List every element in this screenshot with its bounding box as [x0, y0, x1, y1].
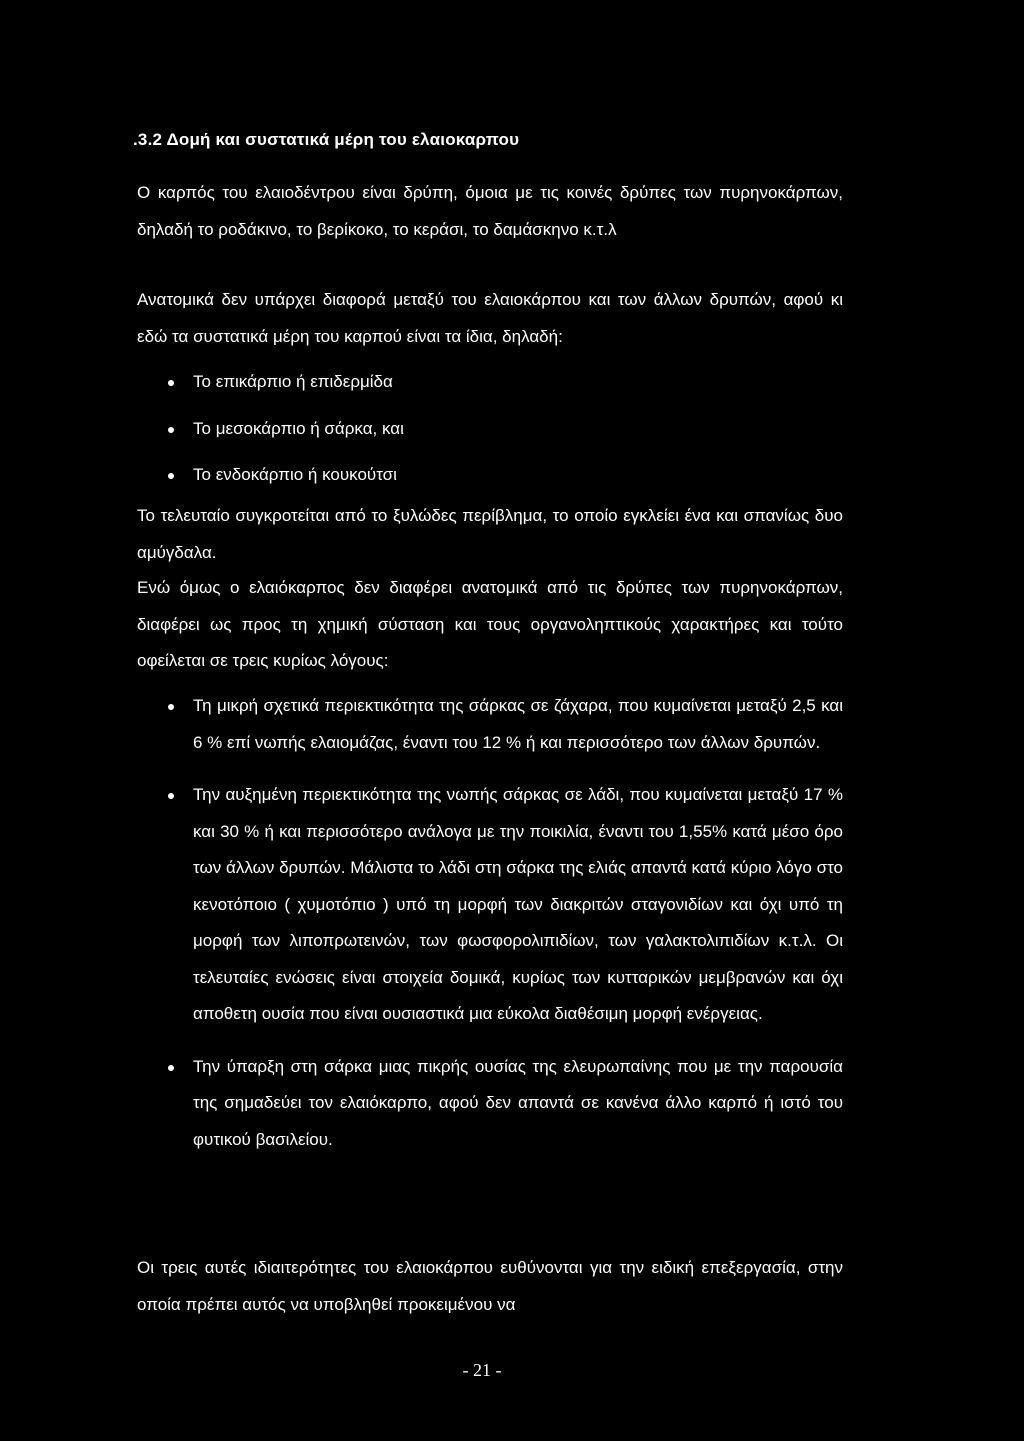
section-heading: .3.2 Δομή και συστατικά μέρη του ελαιοκαρπου	[133, 130, 520, 149]
list-item-text: Το μεσοκάρπιο ή σάρκα, και	[193, 418, 404, 438]
list-item	[137, 777, 843, 1033]
differences-paragraph: Ενώ όμως ο ελαιόκαρπος δεν διαφέρει ανατομικά από τις δρύπες των πυρηνοκάρπων, διαφέρει ως προς τη χημική σύσταση και τους οργανοληπτικούς χαρακτήρες και τούτο οφείλεται σε τρεις κυρίως λόγους:	[137, 578, 843, 670]
endocarp-paragraph: Το τελευταίο συγκροτείται από το ξυλώδες περίβλημα, το οποίο εγκλείει ένα και σπανίως δυο αμύγδαλα.	[137, 506, 843, 562]
bullet-icon	[168, 380, 174, 386]
bullet-icon	[168, 473, 174, 479]
list-item-text: Την αυξημένη περιεκτικότητα της νωπής σάρκας σε λάδι, που κυμαίνεται μεταξύ 17 % και 30 % ή και περισσότερο ανάλογα με την ποικιλία, έναντι του 1,55% κατά μέσο όρο των άλλων δρυπών. Μάλιστα το λάδι στη σάρκα της ελιάς απαντά κατά κύριο λόγο στο κενοτόποιο ( χυμοτόπιο ) υπό τη μορφή των διακριτών σταγονιδίων και όχι υπό τη μορφή των λιποπρωτεινών, των φωσφορολιπιδίων, των γαλακτολιπιδίων κ.τ.λ. Οι τελευταίες ενώσεις είναι στοιχεία δομικά, κυρίως των κυτταρικών μεμβρανών και όχι αποθετη ουσία που είναι ουσιαστικά μια εύκολα διαθέσιμη μορφή ενέργειας.	[193, 785, 843, 1023]
list-item-text: Το ενδοκάρπιο ή κουκούτσι	[193, 465, 397, 484]
bullet-icon	[168, 1065, 174, 1071]
anatomy-paragraph: Ανατομικά δεν υπάρχει διαφορά μεταξύ του ελαιοκάρπου και των άλλων δρυπών, αφού κι εδώ τα συστατικά μέρη του καρπού είναι τα ίδια, δηλαδή:	[137, 290, 843, 346]
intro-paragraph: Ο καρπός του ελαιοδέντρου είναι δρύπη, όμοια με τις κοινές δρύπες των πυρηνοκάρπων, δηλαδή το ροδάκινο, το βερίκοκο, το κεράσι, το δαμάσκηνο κ.τ.λ	[137, 183, 843, 239]
list-item	[137, 688, 843, 761]
list-item	[137, 364, 843, 401]
list-item-text: Το επικάρπιο ή επιδερμίδα	[193, 372, 393, 391]
fruit-parts-list	[137, 364, 843, 494]
bullet-icon	[168, 793, 174, 799]
closing-paragraph: Οι τρεις αυτές ιδιαιτερότητες του ελαιοκάρπου ευθύνονται για την ειδική επεξεργασία, στην οποία πρέπει αυτός να υποβληθεί προκειμένου να	[137, 1258, 843, 1314]
list-item-text: Την ύπαρξη στη σάρκα μιας πικρής ουσίας της ελευρωπαίνης που με την παρουσία της σημαδεύει τον ελαιόκαρπο, αφού δεν απαντά σε κανένα άλλο καρπό ή ιστό του φυτικού βασιλείου.	[193, 1056, 843, 1149]
reasons-list	[137, 688, 843, 1158]
list-item	[137, 411, 843, 448]
list-item	[137, 1049, 843, 1159]
bullet-icon	[168, 704, 174, 710]
bullet-icon	[168, 427, 174, 433]
page-number: - 21 -	[462, 1360, 502, 1380]
list-item	[137, 457, 843, 494]
list-item-text: Τη μικρή σχετικά περιεκτικότητα της σάρκας σε ζάχαρα, που κυμαίνεται μεταξύ 2,5 και 6 % επί νωπής ελαιομάζας, έναντι του 12 % ή και περισσότερο των άλλων δρυπών.	[193, 696, 843, 752]
